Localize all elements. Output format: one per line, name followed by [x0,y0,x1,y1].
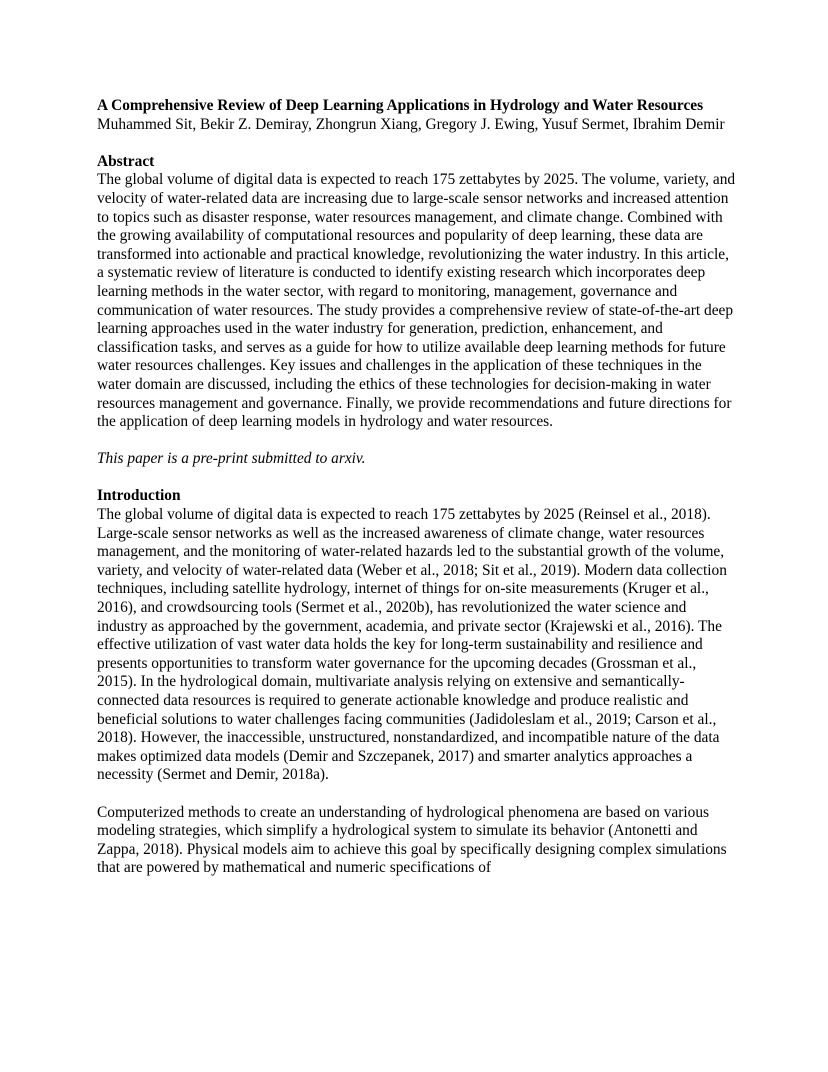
spacer [97,134,737,153]
spacer [97,469,737,488]
spacer [97,785,737,804]
introduction-paragraph-2: Computerized methods to create an understanding of hydrological phenomena are based on various modeling strategies, which simplify a hydrological system to simulate its behavior (Antonetti and Zappa, 2018). Physical models aim to achieve this goal by specifically designing complex simulations that are powered by mathematical and numeric specifications of [97,803,727,877]
spacer [97,432,737,451]
abstract-text: The global volume of digital data is expected to reach 175 zettabytes by 2025. The volume, variety, and velocity of water-related data are increasing due to large-scale sensor networks and increased attention to topics such as disaster response, water resources management, and climate change. Combined with the growing availability of computational resources and popularity of deep learning, these data are transformed into actionable and practical knowledge, revolutionizing the water industry. In this article, a systematic review of literature is conducted to identify existing research which incorporates deep learning methods in the water sector, with regard to monitoring, management, governance and communication of water resources. The study provides a comprehensive review of state-of-the-art deep learning approaches used in the water industry for generation, prediction, enhancement, and classification tasks, and serves as a guide for how to utilize available deep learning methods for future water resources challenges. Key issues and challenges in the application of these techniques in the water domain are discussed, including the ethics of these technologies for decision-making in water resources management and governance. Finally, we provide recommendations and future directions for the application of deep learning models in hydrology and water resources. [97,171,736,431]
paper-title: A Comprehensive Review of Deep Learning Applications in Hydrology and Water Resources [97,97,704,114]
author-list: Muhammed Sit, Bekir Z. Demiray, Zhongrun Xiang, Gregory J. Ewing, Yusuf Sermet, Ibrahim Demir [97,115,725,133]
abstract-heading: Abstract [97,152,155,170]
preprint-note: This paper is a pre-print submitted to arxiv. [97,450,366,468]
introduction-paragraph-1: The global volume of digital data is expected to reach 175 zettabytes by 2025 (Reinsel et al., 2018). Large-scale sensor networks as well as the increased awareness of climate change, water resources management, and the monitoring of water-related hazards led to the substantial growth of the volume, variety, and velocity of water-related data (Weber et al., 2018; Sit et al., 2019). Modern data collection techniques, including satellite hydrology, internet of things for on-site measurements (Kruger et al., 2016), and crowdsourcing tools (Sermet et al., 2020b), has revolutionized the water science and industry as approached by the government, academia, and private sector (Krajewski et al., 2016). The effective utilization of vast water data holds the key for long-term sustainability and resilience and presents opportunities to transform water governance for the upcoming decades (Grossman et al., 2015). In the hydrological domain, multivariate analysis relying on extensive and semantically-connected data resources is required to generate actionable knowledge and produce realistic and beneficial solutions to water challenges facing communities (Jadidoleslam et al., 2019; Carson et al., 2018). However, the inaccessible, unstructured, nonstandardized, and incompatible nature of the data makes optimized data models (Demir and Szczepanek, 2017) and smarter analytics approaches a necessity (Sermet and Demir, 2018a). [97,506,727,784]
paper-page [97,97,737,878]
introduction-heading: Introduction [97,487,181,505]
